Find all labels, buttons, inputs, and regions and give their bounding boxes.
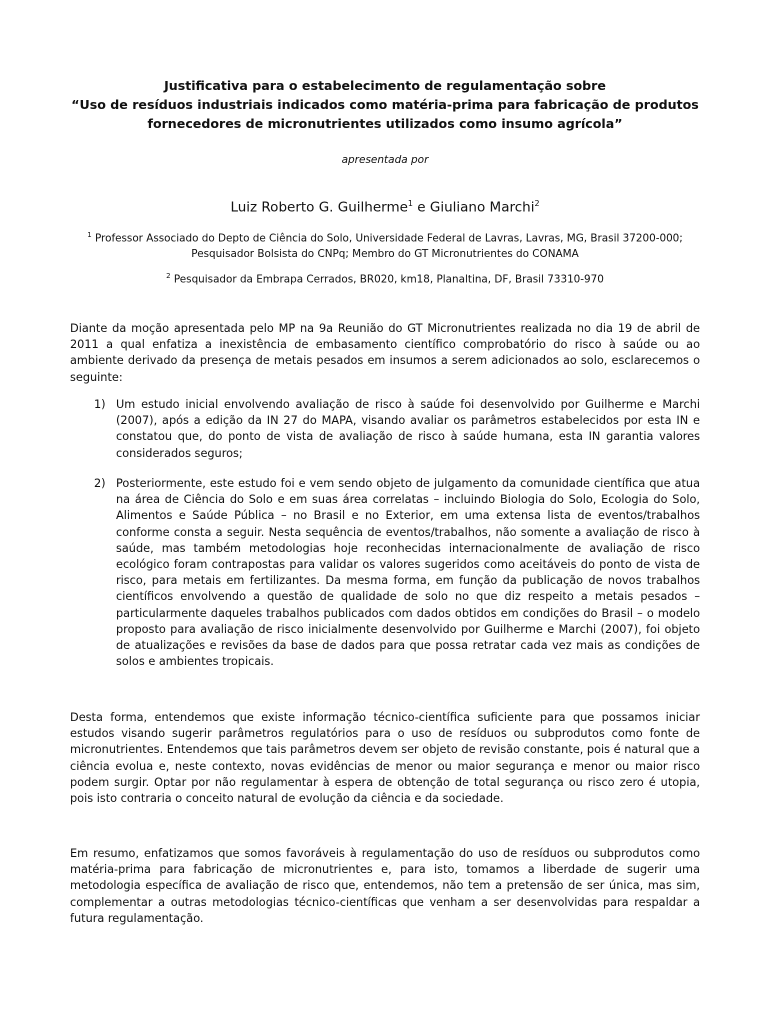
- list-item-text: Posteriormente, este estudo foi e vem sendo objeto de julgamento da comunidade científica que atua na área de Ciência do Solo e em suas área correlatas – incluindo Biologia do Solo, Ecologia do Solo, Alimentos e Saúde Pública – no Brasil e no Exterior, em uma extensa lista de eventos/trabalhos conforme consta a seguir. Nesta sequência de eventos/trabalhos, não somente a avaliação de risco à saúde, mas também metodologias hoje reconhecidas internacionalmente de avaliação de risco ecológico foram contrapostas para validar os valores sugeridos como aceitáveis do ponto de vista de risco, para metais em fertilizantes. Da mesma forma, em função da publicação de novos trabalhos científicos envolvendo a questão de qualidade de solo no que diz respeito a metais pesados – particularmente daqueles trabalhos publicados com dados obtidos em condições do Brasil – o modelo proposto para avaliação de risco inicialmente desenvolvido por Guilherme e Marchi (2007), foi objeto de atualizações e revisões da base de dados para que possa retratar cada vez mais as condições de solos e ambientes tropicais.: [116, 477, 700, 669]
- author-2-sup: 2: [534, 199, 540, 208]
- affiliation-1-sup: 1: [87, 231, 92, 239]
- affiliation-2-sup: 2: [166, 272, 171, 280]
- affiliation-2-line-1: Pesquisador da Embrapa Cerrados, BR020, km18, Planaltina, DF, Brasil 73310-970: [170, 273, 604, 286]
- title-line-1: Justificativa para o estabelecimento de regulamentação sobre: [164, 78, 606, 93]
- conclusion-paragraph-2: Em resumo, enfatizamos que somos favoráveis à regulamentação do uso de resíduos ou subprodutos como matéria-prima para fabricação de micronutrientes e, para isto, tomamos a liberdade de sugerir uma metodologia específica de avaliação de risco que, entendemos, não tem a pretensão de ser única, mas sim, complementar a outras metodologias técnico-científicas que venham a ser desenvolvidas para respaldar a futura regulamentação.: [70, 847, 700, 925]
- author-1: Luiz Roberto G. Guilherme: [230, 199, 408, 216]
- authors-line: [0, 199, 770, 216]
- list-item-text: Um estudo inicial envolvendo avaliação de risco à saúde foi desenvolvido por Guilherme e Marchi (2007), após a edição da IN 27 do MAPA, visando avaliar os parâmetros estabelecidos por esta IN e constatou que, do ponto de vista de avaliação de risco à saúde humana, esta IN garantia valores considerados seguros;: [116, 398, 700, 460]
- affiliation-1-line-1: Professor Associado do Depto de Ciência do Solo, Universidade Federal de Lavras, Lavras, MG, Brasil 37200-000;: [91, 232, 683, 245]
- intro-paragraph: Diante da moção apresentada pelo MP na 9a Reunião do GT Micronutrientes realizada no dia 19 de abril de 2011 a qual enfatiza a inexistência de embasamento científico comprobatório do risco à saúde ou ao ambiente derivado da presença de metais pesados em insumos a serem adicionados ao solo, esclarecemos o seguinte:: [70, 322, 700, 384]
- title-line-2: “Uso de resíduos industriais indicados como matéria-prima para fabricação de produtos: [71, 97, 699, 112]
- list-item: [94, 397, 700, 462]
- conclusion-paragraph-1: Desta forma, entendemos que existe informação técnico-científica suficiente para que possamos iniciar estudos visando sugerir parâmetros regulatórios para o uso de resíduos ou subprodutos como fonte de micronutrientes. Entendemos que tais parâmetros devem ser objeto de revisão constante, pois é natural que a ciência evolua e, neste contexto, novas evidências de menor ou maior segurança e menor ou maior risco podem surgir. Optar por não regulamentar à espera de obtenção de total segurança ou risco zero é utopia, pois isto contraria o conceito natural de evolução da ciência e da sociedade.: [70, 711, 700, 806]
- document-title: [40, 76, 730, 133]
- author-2: Giuliano Marchi: [429, 199, 535, 216]
- presented-by: apresentada por: [341, 154, 429, 166]
- affiliation-1-line-2: Pesquisador Bolsista do CNPq; Membro do GT Micronutrientes do CONAMA: [191, 248, 579, 261]
- list-item: [94, 476, 700, 670]
- list-item-number: 1): [94, 398, 106, 411]
- authors-connector: e: [413, 199, 430, 216]
- affiliation-2: [60, 268, 710, 287]
- list-item-number: 2): [94, 477, 106, 490]
- author-1-sup: 1: [407, 199, 413, 208]
- title-line-3: fornecedores de micronutrientes utilizados como insumo agrícola”: [147, 116, 623, 131]
- affiliation-1: [60, 227, 710, 262]
